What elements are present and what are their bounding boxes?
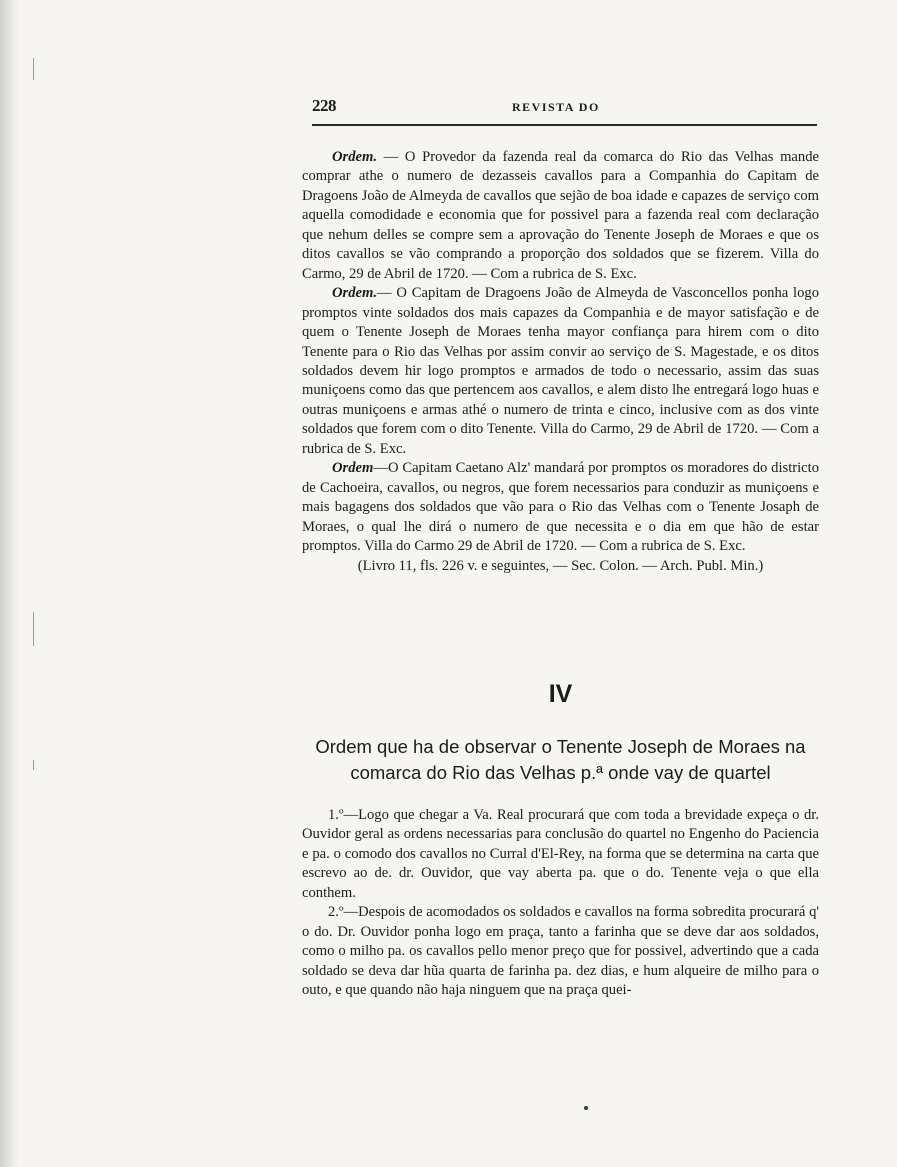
section-paragraph: 2.º—Despois de acomodados os soldados e cavallos na forma sobredita procurará q' o do. Dr. Ouvidor ponha logo em praça, tanto a farinha que se deve dar aos soldados, como o milho pa. os cavallos pello menor preço que for possivel, advertindo que a cada soldado se deva dar hũa quarta de farinha pa. dez dias, e hum alqueire de milho para o outo, e que quando não haja ninguem que na praça quei- bbox=[302, 904, 819, 999]
order-text: — O Capitam de Dragoens João de Almeyda de Vasconcellos ponha logo promptos vinte soldados dos mais capazes da Companhia e de mayor satisfação e de quem o Tenente Joseph de Moraes tenha mayor confiança para hirem com o dito Tenente para o Rio das Velhas por assim convir ao serviço de S. Magestade, e os ditos soldados devem hir logo promptos e armados de todo o necessario, assim das suas muniçoens como das que pertencem aos cavallos, e alem disto lhe entregará logo huas e outras muniçoens e armas athé o numero de trinta e cinco, inclusive com as dos vinte soldados que forem com o dito Tenente. Villa do Carmo, 29 de Abril de 1720. — Com a rubrica de S. Exc. bbox=[302, 285, 819, 457]
source-citation: (Livro 11, fls. 226 v. e seguintes, — Sec. Colon. — Arch. Publ. Min.) bbox=[357, 557, 764, 574]
section-title bbox=[302, 734, 819, 786]
order-paragraph bbox=[302, 148, 819, 284]
section-title-line: comarca do Rio das Velhas p.ª onde vay de quartel bbox=[350, 762, 771, 783]
order-paragraph bbox=[302, 459, 819, 556]
page-number: 228 bbox=[312, 96, 336, 115]
section-body bbox=[302, 806, 819, 1001]
order-text: —O Capitam Caetano Alz' mandará por promptos os moradores do districto de Cachoeira, cavallos, ou negros, que forem necessarios para conduzir as muniçoens e mais bagagens dos soldados que vão para o Rio das Velhas com o Tenente Josaph de Moraes, o qual lhe dirá o numero de que necessita e o dia em que hão de estar promptos. Villa do Carmo 29 de Abril de 1720. — Com a rubrica de S. Exc. bbox=[302, 460, 819, 555]
scan-speck bbox=[584, 1106, 588, 1110]
section-number: IV bbox=[548, 680, 573, 708]
scan-mark bbox=[33, 58, 34, 80]
page-gutter bbox=[0, 0, 18, 1167]
header-rule bbox=[312, 124, 817, 126]
order-lead: Ordem. bbox=[332, 149, 377, 165]
section-title-line: Ordem que ha de observar o Tenente Joseph de Moraes na bbox=[315, 736, 806, 757]
order-text: — O Provedor da fazenda real da comarca do Rio das Velhas mande comprar athe o numero de dezasseis cavallos para a Companhia do Capitam de Dragoens João de Almeyda de cavallos que sejão de boa idade e capazes de serviço com aquella comodidade e economia que for possivel para a fazenda real com declaração que nehum delles se compre sem a aprovação do Tenente Joseph de Moraes e que os ditos cavallos se vão comprando a proporção dos soldados que se fizerem. Villa do Carmo, 29 de Abril de 1720. — Com a rubrica de S. Exc. bbox=[302, 149, 819, 282]
page-header bbox=[312, 96, 817, 116]
order-paragraph bbox=[302, 284, 819, 459]
order-lead: Ordem bbox=[332, 460, 374, 477]
order-lead: Ordem. bbox=[332, 285, 377, 302]
scan-mark bbox=[33, 760, 34, 770]
scan-mark bbox=[33, 612, 34, 646]
running-title: REVISTA DO bbox=[512, 100, 600, 114]
orders-block bbox=[302, 148, 819, 576]
section-paragraph: 1.º—Logo que chegar a Va. Real procurará que com toda a brevidade expeça o dr. Ouvidor geral as ordens necessarias para conclusão do quartel no Engenho do Paciencia e pa. o comodo dos cavallos no Curral d'El-Rey, na forma que se determina na carta que escrevo ao de. dr. Ouvidor, que vay aberta pa. que o do. Tenente veja o que ella conthem. bbox=[302, 807, 819, 901]
